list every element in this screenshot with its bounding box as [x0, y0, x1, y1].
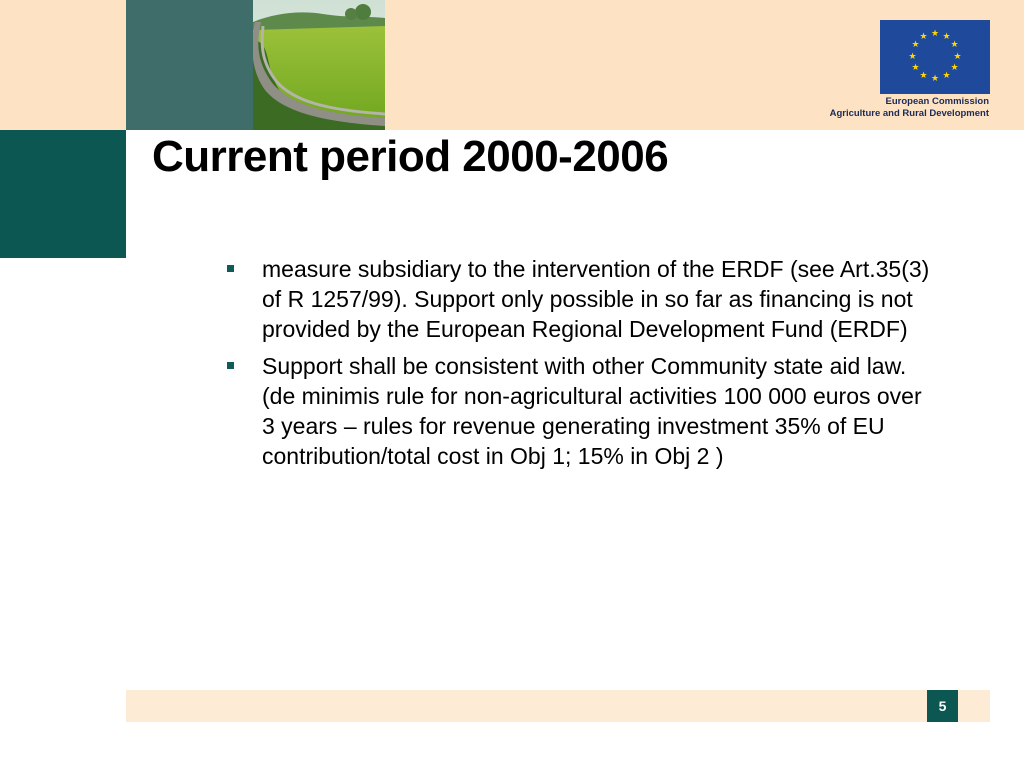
slide-title: Current period 2000-2006: [152, 132, 669, 181]
svg-text:★: ★: [908, 52, 917, 62]
bullet-text: measure subsidiary to the intervention of the ERDF (see Art.35(3) of R 1257/99). Support only possible in so far as financing is not provided by the European Regional Development Fund (ERDF): [262, 256, 930, 342]
header-teal-block: [126, 0, 253, 130]
logo-line-2: Agriculture and Rural Development: [829, 108, 989, 119]
svg-text:★: ★: [950, 63, 959, 73]
svg-text:★: ★: [930, 74, 940, 84]
bullet-item: [225, 351, 940, 471]
logo-line-1: European Commission: [885, 96, 989, 107]
bullet-text: Support shall be consistent with other Community state aid law. (de minimis rule for non-agricultural activities 100 000 euros over 3 years – rules for revenue generating investment 35% of EU contribution/total cost in Obj 1; 15% in Obj 2 ): [262, 353, 922, 469]
svg-text:★: ★: [930, 29, 940, 39]
square-bullet-icon: [227, 265, 234, 272]
page-number: 5: [927, 690, 958, 722]
square-bullet-icon: [227, 362, 234, 369]
svg-text:★: ★: [950, 40, 959, 50]
eu-flag-icon: [880, 20, 990, 94]
svg-text:★: ★: [919, 32, 928, 42]
bullet-list: [225, 254, 940, 478]
svg-text:★: ★: [953, 52, 962, 62]
footer-band: [126, 690, 990, 722]
svg-text:★: ★: [911, 40, 920, 50]
eu-commission-logo-text: [830, 96, 989, 120]
bullet-item: [225, 254, 940, 344]
svg-text:★: ★: [942, 32, 951, 42]
svg-text:★: ★: [942, 71, 951, 81]
svg-text:★: ★: [911, 63, 920, 73]
landscape-photo: [253, 0, 385, 130]
svg-text:★: ★: [919, 71, 928, 81]
side-teal-block: [0, 130, 126, 258]
